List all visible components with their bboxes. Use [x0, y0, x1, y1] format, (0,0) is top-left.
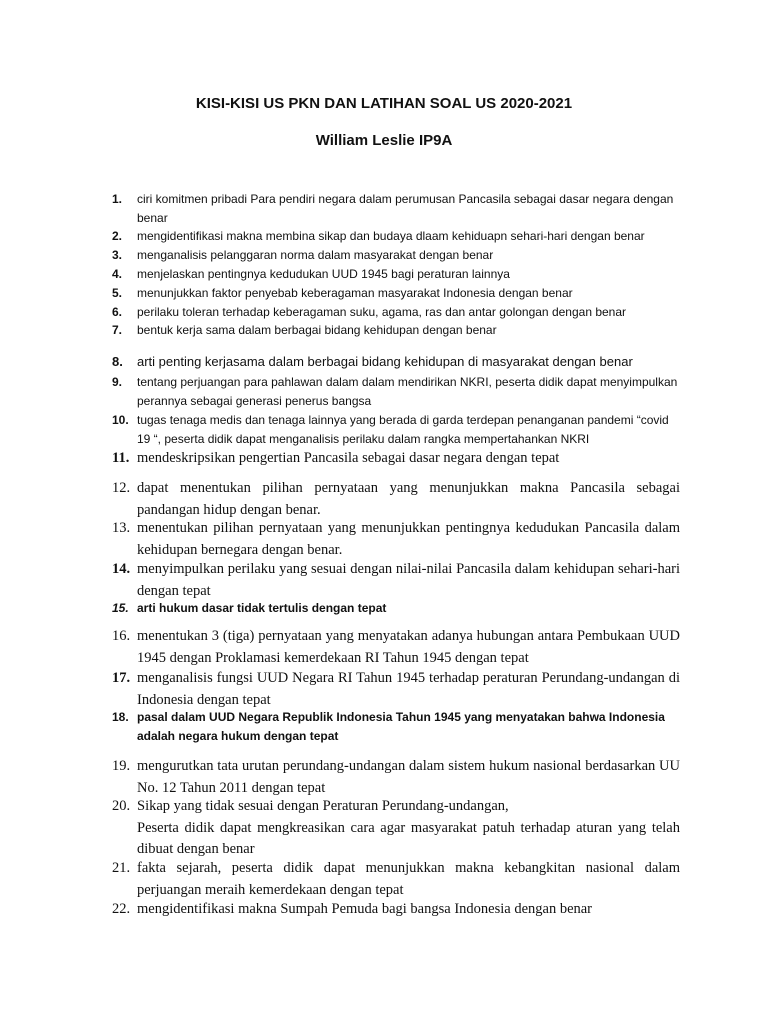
item-number: 20. — [112, 798, 131, 814]
item-text: menjelaskan pentingnya kedudukan UUD 1945 bagi peraturan lainnya — [137, 267, 510, 281]
item-number: 15. — [112, 601, 129, 615]
list-item — [112, 858, 680, 901]
list-item — [112, 668, 680, 711]
item-number: 8. — [112, 354, 123, 369]
item-number: 13. — [112, 520, 131, 536]
page-author: William Leslie IP9A — [315, 132, 453, 149]
item-number: 12. — [112, 480, 131, 496]
item-text: dapat menentukan pilihan pernyataan yang menunjukkan makna Pancasila sebagai pandangan hidup dengan benar. — [137, 480, 680, 518]
item-number: 19. — [112, 758, 131, 774]
item-text: mengidentifikasi makna membina sikap dan budaya dlaam kehiduapn sehari-hari dengan benar — [137, 229, 645, 243]
item-text: arti penting kerjasama dalam berbagai bidang kehidupan di masyarakat dengan benar — [137, 354, 633, 369]
list-item — [112, 626, 680, 669]
item-text: mengidentifikasi makna Sumpah Pemuda bagi bangsa Indonesia dengan benar — [137, 901, 593, 917]
list-item — [112, 190, 680, 227]
list-item — [112, 559, 680, 602]
item-text: menentukan 3 (tiga) pernyataan yang menyatakan adanya hubungan antara Pembukaan UUD 1945 dengan Proklamasi kemerdekaan RI Tahun 1945 dengan tepat — [137, 628, 680, 666]
item-text: ciri komitmen pribadi Para pendiri negara dalam perumusan Pancasila sebagai dasar negara dengan benar — [137, 192, 674, 225]
item-text: bentuk kerja sama dalam berbagai bidang kehidupan dengan benar — [137, 323, 497, 337]
item-text: pasal dalam UUD Negara Republik Indonesia Tahun 1945 yang menyatakan bahwa Indonesia adalah negara hukum dengan tepat — [137, 710, 665, 743]
list-item — [112, 373, 680, 410]
item-number: 22. — [112, 901, 131, 917]
list-item — [112, 518, 680, 561]
list-item — [112, 708, 680, 745]
list-item — [112, 599, 680, 618]
item-number: 2. — [112, 229, 123, 243]
item-text: Sikap yang tidak sesuai dengan Peraturan Perundang-undangan, — [137, 798, 509, 814]
list-item — [112, 321, 680, 340]
item-number: 1. — [112, 192, 123, 206]
item-text: perilaku toleran terhadap keberagaman suku, agama, ras dan antar golongan dengan benar — [137, 305, 627, 319]
list-item — [112, 448, 680, 470]
item-number: 11. — [112, 450, 130, 466]
item-number: 4. — [112, 267, 123, 281]
list-item — [112, 265, 680, 284]
item-number: 3. — [112, 248, 123, 262]
item-text: menganalisis pelanggaran norma dalam masyarakat dengan benar — [137, 248, 494, 262]
item-number: 10. — [112, 413, 129, 427]
item-text-continued: Peserta didik dapat mengkreasikan cara agar masyarakat patuh terhadap aturan yang telah dibuat dengan benar — [137, 819, 680, 857]
item-text: menentukan pilihan pernyataan yang menunjukkan pentingnya kedudukan Pancasila dalam kehidupan bernegara dengan benar. — [137, 520, 680, 558]
item-text: arti hukum dasar tidak tertulis dengan tepat — [137, 601, 387, 615]
item-number: 16. — [112, 628, 131, 644]
item-number: 6. — [112, 305, 123, 319]
list-item — [112, 756, 680, 799]
item-number: 18. — [112, 710, 129, 724]
list-item — [112, 246, 680, 265]
item-number: 14. — [112, 561, 131, 577]
list-item — [112, 411, 680, 448]
item-number: 21. — [112, 860, 131, 876]
item-number: 7. — [112, 323, 123, 337]
list-item — [112, 303, 680, 322]
page-title: KISI-KISI US PKN DAN LATIHAN SOAL US 2020-2021 — [195, 95, 573, 112]
list-item — [112, 352, 680, 371]
item-text: fakta sejarah, peserta didik dapat menunjukkan makna kebangkitan nasional dalam perjuangan meraih kemerdekaan dengan tepat — [137, 860, 680, 898]
item-text: tentang perjuangan para pahlawan dalam dalam mendirikan NKRI, peserta didik dapat menyimpulkan perannya sebagai generasi penerus bangsa — [137, 375, 678, 408]
item-number: 17. — [112, 670, 131, 686]
item-text: mendeskripsikan pengertian Pancasila sebagai dasar negara dengan tepat — [137, 450, 560, 466]
list-item — [112, 284, 680, 303]
item-number: 9. — [112, 375, 123, 389]
item-text: menunjukkan faktor penyebab keberagaman masyarakat Indonesia dengan benar — [137, 286, 573, 300]
list-item — [112, 899, 680, 921]
item-text: menyimpulkan perilaku yang sesuai dengan nilai-nilai Pancasila dalam kehidupan sehari-hari dengan tepat — [137, 561, 680, 599]
list-item — [112, 227, 680, 246]
list-item — [112, 796, 680, 861]
list-item — [112, 478, 680, 521]
item-text: mengurutkan tata urutan perundang-undangan dalam sistem hukum nasional berdasarkan UU No. 12 Tahun 2011 dengan tepat — [137, 758, 680, 796]
item-text: tugas tenaga medis dan tenaga lainnya yang berada di garda terdepan penanganan pandemi “covid 19 “, peserta didik dapat menganalisis perilaku dalam rangka mempertahankan NKRI — [137, 413, 669, 446]
item-text: menganalisis fungsi UUD Negara RI Tahun 1945 terhadap peraturan Perundang-undangan di Indonesia dengan tepat — [137, 670, 680, 708]
item-number: 5. — [112, 286, 123, 300]
